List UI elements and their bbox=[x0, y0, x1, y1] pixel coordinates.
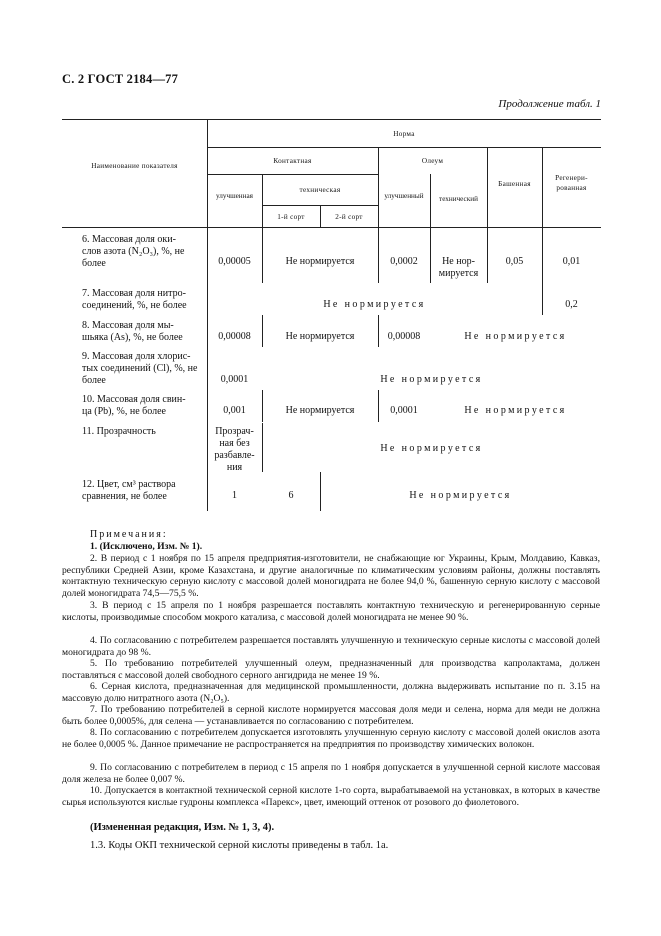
row8-name: 8. Массовая доля мы- шьяка (As), %, не более bbox=[82, 320, 183, 343]
row10-name: 10. Массовая доля свин- ца (Pb), %, не более bbox=[82, 394, 186, 417]
row9-kontakt-uluch: 0,0001 bbox=[220, 374, 249, 385]
header-regenerirovannaya: Регенери- рованная bbox=[555, 174, 588, 192]
notes-title: Примечания: bbox=[90, 529, 168, 540]
header-oleum-tehn: технический bbox=[439, 195, 478, 203]
note-2: 2. В период с 1 ноября по 15 апреля предприятия-изготовители, не снабжающие юг Украины, Крым, Молдавию, Кавказ, республики Средней Азии, кроме Казахстана, и другие аналогичные по климатическим условиям районы, должны поставлять контактную техническую серную кислоту с массовой долей моногидрата не более 94,0 %, башенную серную кислоту с массовой долей моногидрата 74,5—75,5 %. bbox=[62, 553, 600, 599]
note-3: 3. В период с 15 апреля по 1 ноября разрешается поставлять контактную техническую и регенерированную серные кислоты, производимые способом мокрого катализа, с массовой долей моногидрата не менее 90 %. bbox=[62, 600, 600, 623]
row8-kontakt-uluch: 0,00008 bbox=[218, 331, 251, 342]
row6-regen: 0,01 bbox=[562, 256, 581, 267]
row6-oleum-uluch: 0,0002 bbox=[390, 256, 418, 267]
header-bashennaya: Башенная bbox=[498, 180, 531, 188]
row7-span: Не нормируется bbox=[323, 299, 426, 310]
row8-kontakt-tehn: Не нормируется bbox=[285, 331, 355, 342]
row9-name: 9. Массовая доля хлорис- тых соединений (Cl), %, не более bbox=[82, 351, 198, 386]
header-name-column: Наименование показателя bbox=[91, 162, 178, 170]
row12-name: 12. Цвет, см³ раствора сравнения, не более bbox=[82, 479, 176, 502]
row12-kontakt-uluch: 1 bbox=[232, 490, 237, 501]
row9-span: Не нормируется bbox=[380, 374, 483, 385]
header-sort1: 1-й сорт bbox=[277, 213, 305, 221]
paragraph-1-3: 1.3. Коды ОКП технической серной кислоты приведены в табл. 1а. bbox=[90, 840, 389, 851]
note-1: 1. (Исключено, Изм. № 1). bbox=[90, 541, 203, 552]
specification-table bbox=[62, 119, 601, 511]
header-oleum-uluch: улучшенный bbox=[384, 192, 424, 200]
row6-name: 6. Массовая доля оки- слов азота (N₂O₃), %, не более bbox=[82, 234, 185, 269]
header-sort2: 2-й сорт bbox=[335, 213, 363, 221]
note-6: 6. Серная кислота, предназначенная для медицинской промышленности, должна выдерживать испытание по п. 3.15 на массовую долю нитратного азота (N₂O₅). bbox=[62, 681, 600, 704]
row10-kontakt-tehn: Не нормируется bbox=[285, 405, 355, 416]
row6-bashennaya: 0,05 bbox=[505, 256, 524, 267]
row6-oleum-tehn: Не нор- мируется bbox=[438, 256, 479, 279]
row10-span: Не нормируется bbox=[464, 405, 567, 416]
edition-note: (Измененная редакция, Изм. № 1, 3, 4). bbox=[90, 822, 275, 833]
row10-kontakt-uluch: 0,001 bbox=[223, 405, 246, 416]
header-norma: Норма bbox=[393, 130, 415, 138]
note-7: 7. По требованию потребителей в серной кислоте нормируется массовая доля меди и селена, норма для меди не должна быть более 0,0005%, для селена — устанавливается по согласованию с потребителем. bbox=[62, 704, 600, 727]
header-kontakt-uluch: улучшенная bbox=[216, 192, 253, 200]
row6-kontakt-uluch: 0,00005 bbox=[218, 256, 251, 267]
note-10: 10. Допускается в контактной технической серной кислоте 1-го сорта, вырабатываемой на установках, в которых в качестве сырья используются кислые гудроны комплекса «Парекс», цвет, имеющий оттенок от розового до фиолетового. bbox=[62, 785, 600, 808]
page-header: С. 2 ГОСТ 2184—77 bbox=[62, 72, 179, 86]
row7-regen: 0,2 bbox=[565, 299, 578, 310]
row11-span: Не нормируется bbox=[380, 443, 483, 454]
row8-span: Не нормируется bbox=[464, 331, 567, 342]
row6-kontakt-tehn: Не нормируется bbox=[285, 256, 355, 267]
table-continuation-label: Продолжение табл. 1 bbox=[498, 98, 601, 110]
row11-name: 11. Прозрачность bbox=[82, 426, 156, 437]
row8-oleum-uluch: 0,00008 bbox=[387, 331, 421, 342]
row10-oleum-uluch: 0,0001 bbox=[390, 405, 418, 416]
row11-kontakt-uluch: Прозрач- ная без разбавле- ния bbox=[214, 426, 255, 473]
note-4: 4. По согласованию с потребителем разрешается поставлять улучшенную и техническую серные кислоты с массовой долей моногидрата до 98 %. bbox=[62, 635, 600, 658]
row12-sort1: 6 bbox=[288, 490, 294, 501]
header-kontakt-tehn: техническая bbox=[299, 186, 341, 194]
row7-name: 7. Массовая доля нитро- соединений, %, не более bbox=[82, 288, 187, 311]
note-9: 9. По согласованию с потребителем в период с 15 апреля по 1 ноября допускается в улучшенной серной кислоте массовая доля железа не более 0,007 %. bbox=[62, 762, 600, 785]
header-kontaktnaya: Контактная bbox=[273, 157, 312, 165]
note-8: 8. По согласованию с потребителем допускается изготовлять улучшенную серную кислоту с массовой долей окислов азота не более 0,0005 %. Данное примечание не распространяется на предприятия по производству химических волокон. bbox=[62, 727, 600, 750]
header-oleum: Олеум bbox=[421, 157, 444, 165]
note-5: 5. По требованию потребителей улучшенный олеум, предназначенный для производства капролактама, должен поставляться с массовой долей свободного серного ангидрида не менее 19 %. bbox=[62, 658, 600, 681]
row12-span: Не нормируется bbox=[409, 490, 512, 501]
